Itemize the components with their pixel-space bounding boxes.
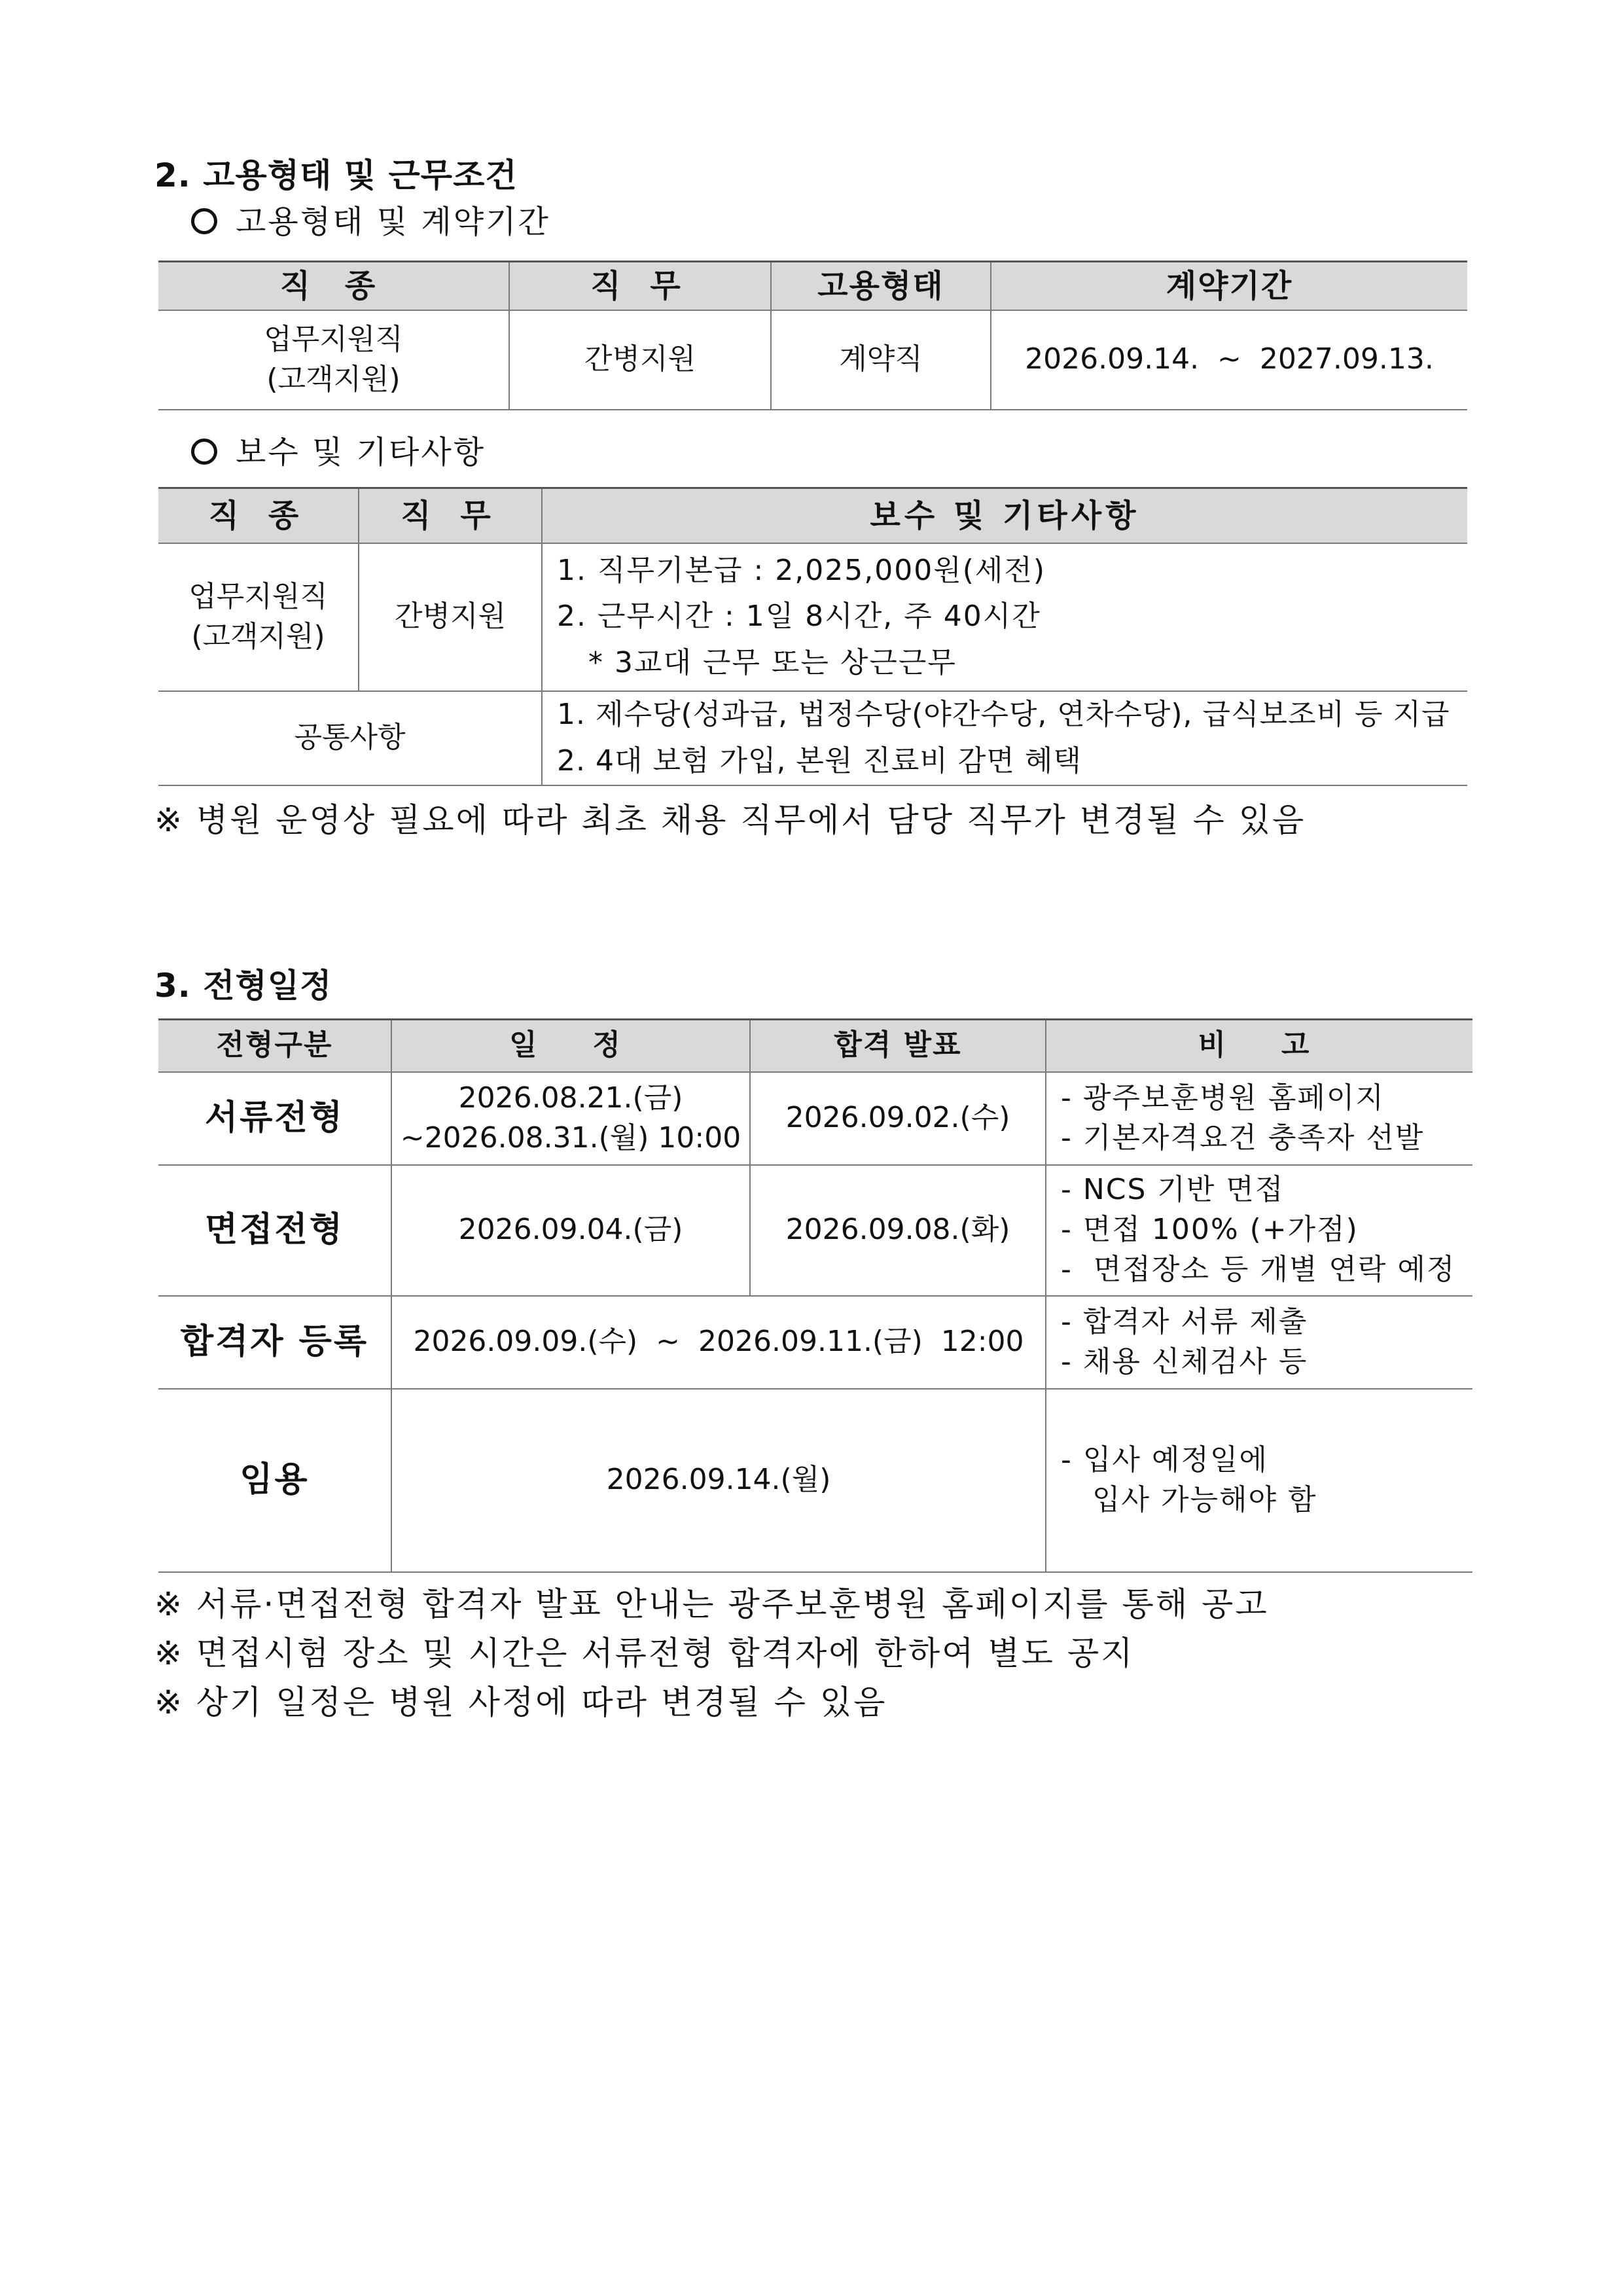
schedule-cell: 2026.09.14.(월) xyxy=(391,1389,1046,1572)
section2-title: 2. 고용형태 및 근무조건 xyxy=(154,156,518,194)
remarks-cell xyxy=(1046,1389,1472,1572)
job-type-cell xyxy=(158,310,509,410)
duty-cell: 간병지원 xyxy=(509,310,771,410)
col-header-stage: 전형구분 xyxy=(158,1020,391,1072)
circle-bullet-icon xyxy=(191,439,217,465)
job-type-line1: 업무지원직 xyxy=(188,579,328,613)
job-type-line1: 업무지원직 xyxy=(264,322,403,356)
remark-line: - 채용 신체검사 등 xyxy=(1061,1344,1308,1378)
stage-cell: 서류전형 xyxy=(158,1072,391,1165)
schedule-line: 2026.08.21.(금) xyxy=(458,1081,683,1115)
subheading-1-label: 고용형태 및 계약기간 xyxy=(236,204,550,240)
duty-cell: 간병지원 xyxy=(359,543,542,691)
subheading-2-label: 보수 및 기타사항 xyxy=(236,434,486,471)
detail-line: 1. 제수당(성과급, 법정수당(야간수당, 연차수당), 급식보조비 등 지급 xyxy=(557,698,1450,732)
announce-cell: 2026.09.02.(수) xyxy=(750,1072,1046,1165)
remark-line: - 광주보훈병원 홈페이지 xyxy=(1061,1081,1385,1115)
remarks-cell xyxy=(1046,1296,1472,1389)
announce-cell: 2026.09.08.(화) xyxy=(750,1165,1046,1296)
schedule-cell: 2026.09.09.(수) ~ 2026.09.11.(금) 12:00 xyxy=(391,1296,1046,1389)
section2-note: ※ 병원 운영상 필요에 따라 최초 채용 직무에서 담당 직무가 변경될 수 있음 xyxy=(154,801,1306,839)
remark-line: - 면접 100% (+가점) xyxy=(1061,1213,1359,1247)
employment-table xyxy=(158,260,1467,410)
schedule-note: ※ 서류·면접전형 합격자 발표 안내는 광주보훈병원 홈페이지를 통해 공고 xyxy=(154,1585,1269,1623)
job-type-line2: (고객지원) xyxy=(191,619,325,653)
job-type-line2: (고객지원) xyxy=(266,362,401,396)
stage-cell: 임용 xyxy=(158,1389,391,1572)
detail-line: * 3교대 근무 또는 상근근무 xyxy=(557,645,957,679)
common-details-cell xyxy=(542,691,1467,785)
col-header-announce: 합격 발표 xyxy=(750,1020,1046,1072)
col-header-employment: 고용형태 xyxy=(771,262,991,310)
section2-subheading-2 xyxy=(191,427,486,472)
col-header-period: 계약기간 xyxy=(991,262,1467,310)
remarks-cell xyxy=(1046,1072,1472,1165)
employment-cell: 계약직 xyxy=(771,310,991,410)
compensation-table xyxy=(158,487,1467,786)
remarks-cell xyxy=(1046,1165,1472,1296)
detail-line: 2. 근무시간 : 1일 8시간, 주 40시간 xyxy=(557,600,1041,634)
col-header-compensation: 보수 및 기타사항 xyxy=(542,488,1467,543)
circle-bullet-icon xyxy=(191,208,217,234)
col-header-duty: 직 무 xyxy=(509,262,771,310)
detail-line: 2. 4대 보험 가입, 본원 진료비 감면 혜택 xyxy=(557,744,1082,778)
col-header-remarks: 비 고 xyxy=(1046,1020,1472,1072)
section3-title: 3. 전형일정 xyxy=(154,967,332,1005)
period-cell: 2026.09.14. ~ 2027.09.13. xyxy=(991,310,1467,410)
schedule-table xyxy=(158,1018,1472,1573)
col-header-job-type: 직 종 xyxy=(158,488,359,543)
schedule-note: ※ 면접시험 장소 및 시간은 서류전형 합격자에 한하여 별도 공지 xyxy=(154,1634,1135,1672)
remark-line: - 입사 예정일에 xyxy=(1061,1443,1268,1477)
stage-cell: 면접전형 xyxy=(158,1165,391,1296)
schedule-line: ~2026.08.31.(월) 10:00 xyxy=(400,1121,741,1155)
common-label-cell: 공통사항 xyxy=(158,691,542,785)
col-header-duty: 직 무 xyxy=(359,488,542,543)
remark-line: - 면접장소 등 개별 연락 예정 xyxy=(1061,1252,1456,1286)
schedule-note: ※ 상기 일정은 병원 사정에 따라 변경될 수 있음 xyxy=(154,1683,887,1721)
job-type-cell xyxy=(158,543,359,691)
detail-line: 1. 직무기본급 : 2,025,000원(세전) xyxy=(557,553,1046,587)
schedule-cell xyxy=(391,1072,750,1165)
remark-line: - NCS 기반 면접 xyxy=(1061,1173,1285,1207)
compensation-details-cell xyxy=(542,543,1467,691)
schedule-cell: 2026.09.04.(금) xyxy=(391,1165,750,1296)
section3-notes xyxy=(154,1580,1269,1727)
remark-line: 입사 가능해야 함 xyxy=(1061,1482,1317,1516)
stage-cell: 합격자 등록 xyxy=(158,1296,391,1389)
section2-subheading-1 xyxy=(191,196,550,242)
col-header-job-type: 직 종 xyxy=(158,262,509,310)
remark-line: - 합격자 서류 제출 xyxy=(1061,1304,1308,1338)
remark-line: - 기본자격요건 충족자 선발 xyxy=(1061,1121,1425,1155)
col-header-schedule: 일 정 xyxy=(391,1020,750,1072)
